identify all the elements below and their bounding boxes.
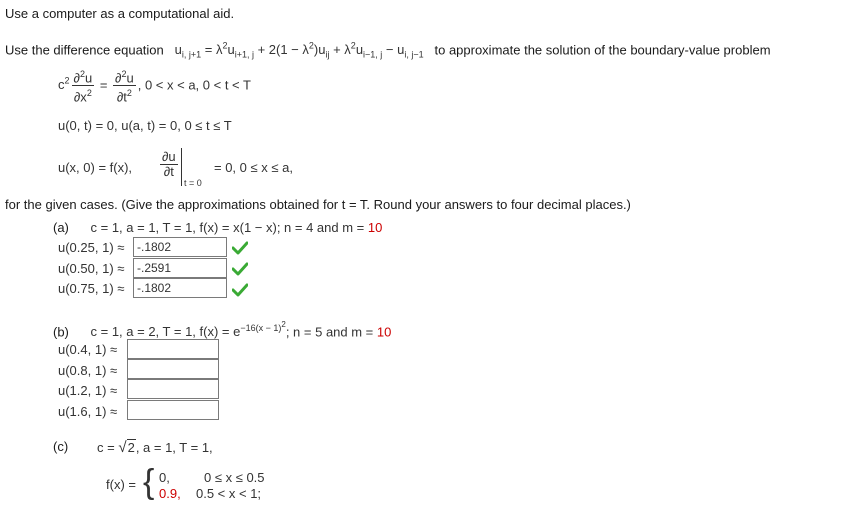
part-c-params-rest: , a = 1, T = 1, <box>135 440 213 455</box>
du-dt-fraction: $\frac{\partial u}{\partial t}$ <box>162 149 176 179</box>
pde-domain: 0 < x < a, 0 < t < T <box>144 77 251 93</box>
part-a-row-label: u(0.50, 1) ≈ <box>58 261 125 276</box>
part-c-case2-cond: 0.5 < x < 1; <box>196 486 262 501</box>
part-a-row-label: u(0.25, 1) ≈ <box>58 240 125 255</box>
part-a-label: (a) <box>53 220 69 235</box>
part-a-header <box>53 220 382 235</box>
part-b-answer-input[interactable] <box>127 339 219 359</box>
part-b-params-post: ; n = 5 and m = <box>285 324 374 340</box>
part-c-sqrt-arg: 2 <box>127 440 135 455</box>
difference-equation: $u_{i, j+1} = \lambda^2u_{i+1, j} + 2(1 - \lambda^2)u_{ij} + \lambda^2u_{i-1, j} - u_{i, j-1}$ <box>167 41 424 60</box>
sqrt-icon: √ <box>118 439 127 456</box>
part-a-params: c = 1, a = 1, T = 1, f(x) = x(1 − x); n = 4 and m = <box>90 220 365 235</box>
part-b-exponent: −16(x − 1) <box>240 323 282 333</box>
part-c-label: (c) <box>53 439 69 454</box>
piecewise-brace: { <box>143 463 155 501</box>
part-a-row-label: u(0.75, 1) ≈ <box>58 281 125 296</box>
part-b-m-value: 10 <box>376 324 392 340</box>
part-b-row-label: u(0.4, 1) ≈ <box>58 342 118 357</box>
part-b-answer-input[interactable] <box>127 379 219 399</box>
intro-text: Use a computer as a computational aid. <box>5 6 235 21</box>
part-c-case1-value: 0, <box>159 470 170 485</box>
part-b-row-label: u(1.2, 1) ≈ <box>58 383 118 398</box>
initial-condition-left: u(x, 0) = f(x), <box>58 160 133 175</box>
part-b-answer-input[interactable] <box>127 359 219 379</box>
part-b-label: (b) <box>53 324 69 340</box>
part-a-answer-input[interactable] <box>133 258 227 278</box>
check-icon <box>232 241 248 255</box>
part-a-answer-input[interactable] <box>133 237 227 257</box>
part-b-answer-input[interactable] <box>127 400 219 420</box>
part-c-case2-value: 0.9, <box>159 486 181 501</box>
part-a-m-value: 10 <box>367 220 383 235</box>
pde-equation: $c^2$ $\frac{\partial^2u}{\partial x^2}$ = $\frac{\partial^2u}{\partial t^2}$ , 0 < x < a, 0 < t < T <box>58 69 251 105</box>
initial-condition-right: = 0, 0 ≤ x ≤ a, <box>214 160 293 175</box>
part-b-row-label: u(0.8, 1) ≈ <box>58 363 118 378</box>
part-c-params <box>97 439 213 456</box>
part-c-fx-label: f(x) = <box>106 477 136 492</box>
difference-equation-line <box>5 41 771 60</box>
evaluation-bar <box>181 148 182 186</box>
part-c-case1-cond: 0 ≤ x ≤ 0.5 <box>204 470 265 485</box>
evaluation-subscript: t = 0 <box>184 178 202 188</box>
difference-lead: Use the difference equation <box>5 42 164 58</box>
part-b-header <box>53 320 391 339</box>
check-icon <box>232 262 248 276</box>
check-icon <box>232 283 248 297</box>
part-c-c-prefix: c = <box>97 440 115 455</box>
part-b-params-pre: c = 1, a = 2, T = 1, f(x) = e <box>90 324 241 340</box>
part-b-row-label: u(1.6, 1) ≈ <box>58 404 118 419</box>
part-a-answer-input[interactable] <box>133 278 227 298</box>
difference-tail: to approximate the solution of the boundary-value problem <box>434 42 771 58</box>
instructions-text: for the given cases. (Give the approximations obtained for t = T. Round your answers to four decimal places.) <box>5 197 631 212</box>
part-b-exponent-power: 2 <box>281 320 286 329</box>
boundary-conditions: u(0, t) = 0, u(a, t) = 0, 0 ≤ t ≤ T <box>58 118 232 133</box>
